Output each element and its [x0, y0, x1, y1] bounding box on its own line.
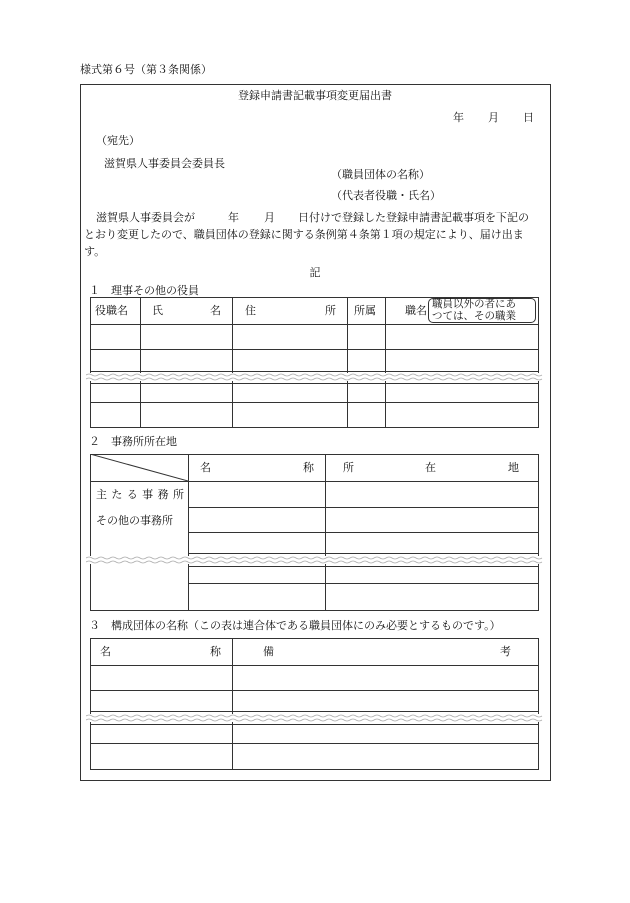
col-name-b: 名	[210, 304, 221, 317]
representative-label: （代表者役職・氏名）	[331, 189, 441, 202]
row-main-office	[96, 488, 184, 501]
col-office-name-b: 称	[303, 461, 314, 474]
col-job: 職名	[405, 304, 427, 317]
col-org-name-a: 名	[100, 645, 111, 658]
row-main-office-char: 務	[157, 488, 169, 501]
col-location-b: 在	[425, 461, 436, 474]
date-year: 年	[453, 111, 464, 124]
col-role: 役職名	[95, 304, 128, 317]
row-main-office-char: 主	[96, 488, 107, 501]
date-day: 日	[523, 111, 534, 124]
body-line3: す。	[84, 245, 106, 258]
body-line2: とおり変更したので、職員団体の登録に関する条例第４条第１項の規定により、届け出ま	[84, 228, 524, 241]
body-line1-a: 滋賀県人事委員会が	[96, 211, 195, 224]
addressee: 滋賀県人事委員会委員長	[104, 157, 225, 170]
document-title: 登録申請書記載事項変更届出書	[238, 89, 392, 102]
table-break-mark	[86, 373, 544, 381]
col-address-b: 所	[325, 304, 336, 317]
col-job-note-line1: 職員以外の者にあ	[432, 298, 516, 310]
ki-label: 記	[309, 266, 321, 279]
header-diagonal	[90, 454, 188, 481]
table-break-mark	[86, 714, 544, 722]
body-line1-month: 月	[264, 211, 275, 224]
col-remarks-b: 考	[500, 645, 511, 658]
row-main-office-char: る	[126, 488, 138, 501]
section1-heading: １ 理事その他の役員	[89, 284, 199, 297]
col-address-a: 住	[245, 304, 256, 317]
row-other-office: その他の事務所	[96, 514, 173, 527]
col-job-note-line2: つては、その職業	[432, 310, 516, 322]
col-office-name-a: 名	[200, 461, 211, 474]
date-month: 月	[488, 111, 499, 124]
org-name-label: （職員団体の名称）	[331, 168, 430, 181]
section2-heading: ２ 事務所所在地	[89, 435, 177, 448]
addressee-label: （宛先）	[96, 134, 140, 147]
body-line1-b: 日付けで登録した登録申請書記載事項を下記の	[298, 211, 529, 224]
col-location-c: 地	[508, 461, 519, 474]
row-main-office-char: 所	[172, 488, 184, 501]
form-number: 様式第６号（第３条関係）	[80, 63, 212, 76]
section3-heading: ３ 構成団体の名称（この表は連合体である職員団体にのみ必要とするものです。）	[89, 619, 501, 632]
row-main-office-char: 事	[142, 488, 154, 501]
col-remarks-a: 備	[263, 645, 274, 658]
col-org-name-b: 称	[210, 645, 221, 658]
form-frame	[80, 84, 551, 781]
table-break-mark	[86, 556, 544, 564]
row-main-office-char: た	[111, 488, 123, 501]
col-affiliation: 所属	[354, 304, 376, 317]
body-line1-year: 年	[228, 211, 239, 224]
col-location-a: 所	[343, 461, 354, 474]
col-name-a: 氏	[152, 304, 163, 317]
